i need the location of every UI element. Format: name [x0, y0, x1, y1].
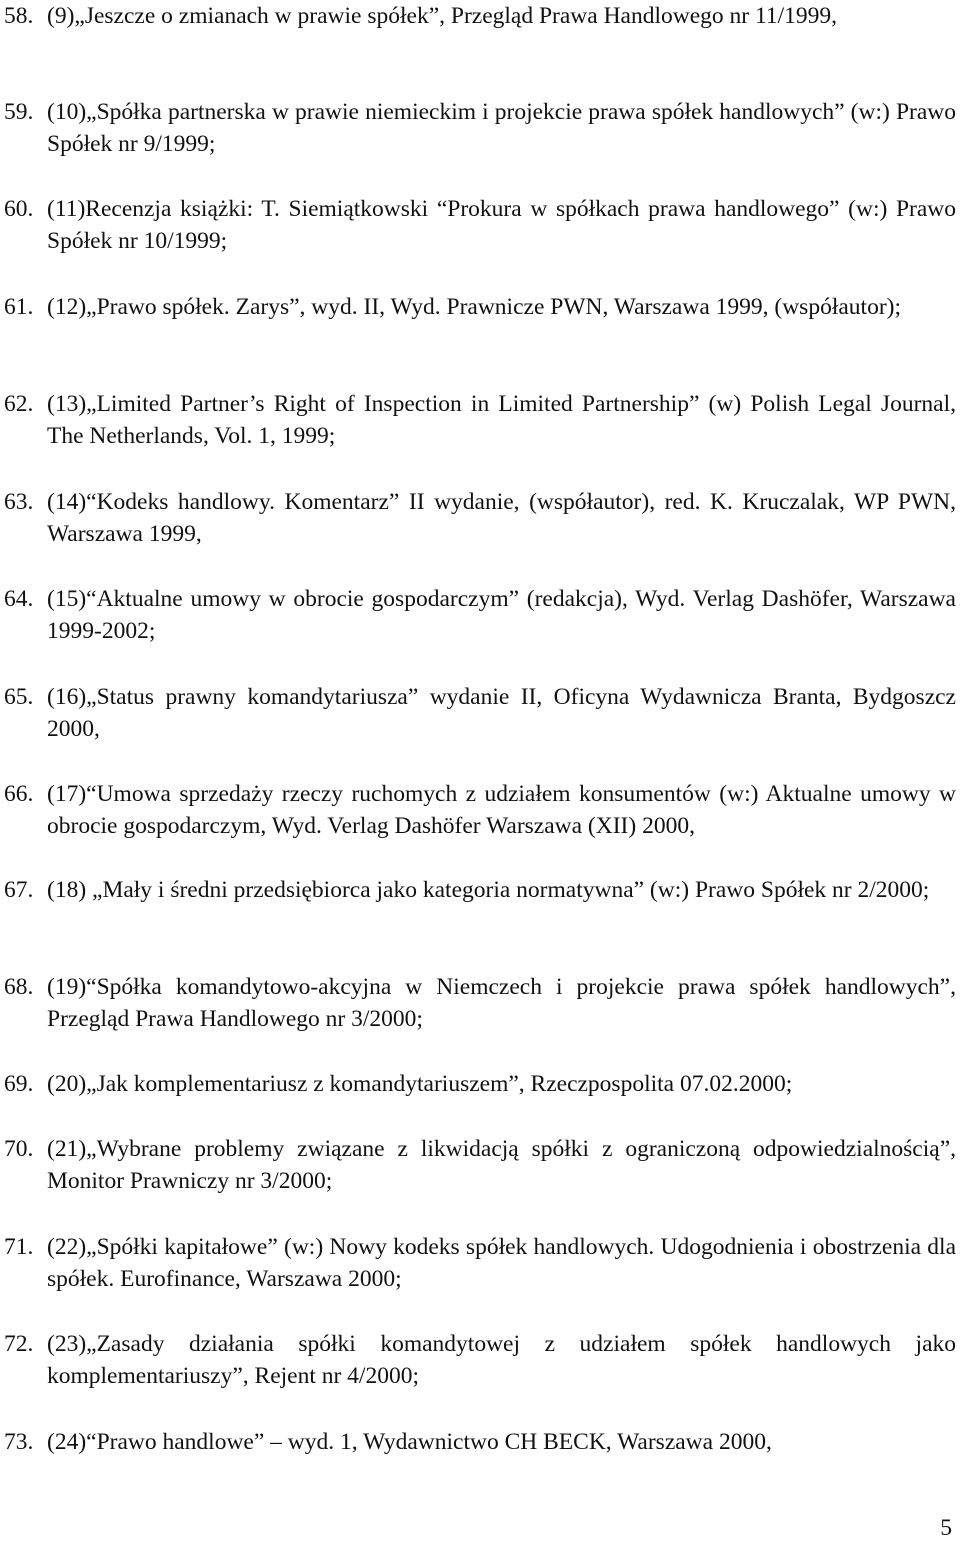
entry-number: 72.: [4, 1331, 34, 1357]
entry-number: 58.: [4, 3, 34, 29]
entry-number: 64.: [4, 586, 34, 612]
entry-number: 67.: [4, 877, 34, 903]
entry-text: (11)Recenzja książki: T. Siemiątkowski “Prokura w spółkach prawa handlowego” (w:) Prawo Spółek nr 10/1999;: [47, 196, 956, 254]
entry-number: 59.: [4, 99, 34, 125]
entry-number: 73.: [4, 1429, 34, 1455]
entry-number: 60.: [4, 196, 34, 222]
entry-text: (17)“Umowa sprzedaży rzeczy ruchomych z udziałem konsumentów (w:) Aktualne umowy w obrocie gospodarczym, Wyd. Verlag Dashöfer Warszawa (XII) 2000,: [47, 781, 956, 839]
entry-text: (22)„Spółki kapitałowe” (w:) Nowy kodeks spółek handlowych. Udogodnienia i obostrzenia dla spółek. Eurofinance, Warszawa 2000;: [47, 1234, 956, 1292]
entry-number: 63.: [4, 489, 34, 515]
entry-text: (23)„Zasady działania spółki komandytowej z udziałem spółek handlowych jako komplementariuszy”, Rejent nr 4/2000;: [47, 1331, 956, 1389]
entry-number: 62.: [4, 391, 34, 417]
entry-text: (12)„Prawo spółek. Zarys”, wyd. II, Wyd. Prawnicze PWN, Warszawa 1999, (współautor);: [47, 294, 901, 320]
entry-number: 71.: [4, 1234, 34, 1260]
entry-text: (24)“Prawo handlowe” – wyd. 1, Wydawnictwo CH BECK, Warszawa 2000,: [47, 1429, 772, 1455]
entry-text: (20)„Jak komplementariusz z komandytariuszem”, Rzeczpospolita 07.02.2000;: [47, 1071, 793, 1097]
entry-text: (21)„Wybrane problemy związane z likwidacją spółki z ograniczoną odpowiedzialnością”, Monitor Prawniczy nr 3/2000;: [47, 1136, 956, 1194]
entry-number: 65.: [4, 684, 34, 710]
entry-text: (19)“Spółka komandytowo-akcyjna w Niemczech i projekcie prawa spółek handlowych”, Przegląd Prawa Handlowego nr 3/2000;: [47, 974, 956, 1032]
entry-text: (13)„Limited Partner’s Right of Inspection in Limited Partnership” (w) Polish Legal Journal, The Netherlands, Vol. 1, 1999;: [47, 391, 956, 449]
page-number: 5: [940, 1515, 952, 1541]
entry-text: (15)“Aktualne umowy w obrocie gospodarczym” (redakcja), Wyd. Verlag Dashöfer, Warszawa 1999-2002;: [47, 586, 956, 644]
entry-number: 69.: [4, 1071, 34, 1097]
entry-number: 66.: [4, 781, 34, 807]
entry-number: 68.: [4, 974, 34, 1000]
entry-text: (10)„Spółka partnerska w prawie niemieckim i projekcie prawa spółek handlowych” (w:) Prawo Spółek nr 9/1999;: [47, 99, 956, 157]
entry-text: (9)„Jeszcze o zmianach w prawie spółek”, Przegląd Prawa Handlowego nr 11/1999,: [47, 3, 838, 29]
entry-text: (18) „Mały i średni przedsiębiorca jako kategoria normatywna” (w:) Prawo Spółek nr 2/2000;: [47, 877, 930, 903]
entry-text: (16)„Status prawny komandytariusza” wydanie II, Oficyna Wydawnicza Branta, Bydgoszcz 2000,: [47, 684, 956, 742]
entry-number: 61.: [4, 294, 34, 320]
entry-number: 70.: [4, 1136, 34, 1162]
entry-text: (14)“Kodeks handlowy. Komentarz” II wydanie, (współautor), red. K. Kruczalak, WP PWN, Warszawa 1999,: [47, 489, 956, 547]
